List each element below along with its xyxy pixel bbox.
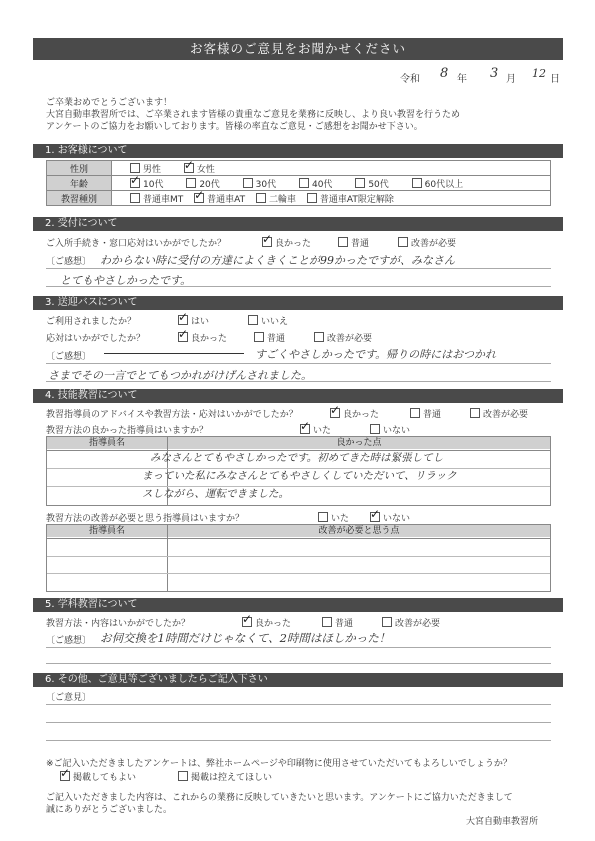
footer-line-2: 誠にありがとうございました。 [46, 805, 173, 815]
section-5-header: 5. 学科教習について [33, 598, 563, 612]
bus-comment-line-1[interactable]: すごくやさしかったです。帰りの時にはおつかれ [255, 348, 497, 361]
checkbox[interactable] [299, 178, 309, 188]
company-name: 大宮自動車教習所 [466, 817, 539, 827]
reception-comment-label: 〔ご感想〕 [46, 257, 92, 267]
checkbox-checked[interactable] [130, 178, 140, 188]
strikethrough-mark [104, 353, 244, 354]
checkbox[interactable] [307, 193, 317, 203]
academic-comment-line-1[interactable]: お伺交換を1時間だけじゃなくて、2時間はほしかった！ [100, 631, 391, 645]
course-label: 教習種別 [47, 191, 112, 206]
good-table-points-header: 良かった点 [168, 437, 550, 449]
date-era: 令和 [400, 74, 420, 85]
reception-normal-option[interactable]: 普通 [338, 236, 369, 249]
divider [46, 704, 551, 705]
checkbox[interactable] [355, 178, 365, 188]
section-3-header: 3. 送迎バスについて [33, 296, 563, 310]
checkbox[interactable] [410, 408, 420, 418]
checkbox[interactable] [314, 332, 324, 342]
bus-improve-option[interactable]: 改善が必要 [314, 331, 372, 344]
reception-question: ご入所手続き・窓口応対はいかがでしたか？ [46, 239, 227, 249]
divider [46, 363, 551, 364]
divider [46, 647, 551, 648]
checkbox[interactable] [398, 237, 408, 247]
improve-table-name-header: 指導員名 [47, 525, 167, 537]
divider [46, 381, 551, 382]
checkbox-checked[interactable] [262, 237, 272, 247]
bus-normal-option[interactable]: 普通 [254, 331, 285, 344]
checkbox[interactable] [470, 408, 480, 418]
divider [46, 286, 551, 287]
bus-comment-label: 〔ご感想〕 [46, 352, 92, 362]
divider [46, 663, 551, 664]
checkbox[interactable] [322, 617, 332, 627]
academic-improve-option[interactable]: 改善が必要 [382, 616, 440, 629]
customer-info-table [46, 160, 551, 206]
section-4-header: 4. 技能教習について [33, 389, 563, 403]
age-label: 年齢 [47, 176, 112, 191]
checkbox[interactable] [338, 237, 348, 247]
age-40s-option[interactable]: 40代 [299, 180, 332, 190]
checkbox[interactable] [186, 178, 196, 188]
checkbox-checked[interactable] [178, 332, 188, 342]
skill-improve-instructor-no[interactable]: ✓ いない [370, 511, 410, 524]
checkbox[interactable] [178, 771, 188, 781]
bus-good-option[interactable]: ✓ 良かった [178, 331, 227, 344]
skill-improve-option[interactable]: 改善が必要 [470, 407, 528, 420]
checkbox[interactable] [130, 163, 140, 173]
skill-improve-instructor-yes[interactable]: いた [318, 511, 349, 524]
divider [47, 486, 550, 487]
checkbox-checked[interactable] [60, 771, 70, 781]
divider [47, 573, 550, 574]
checkbox-checked[interactable] [194, 193, 204, 203]
reception-improve-option[interactable]: 改善が必要 [398, 236, 456, 249]
checkbox-checked[interactable] [300, 424, 310, 434]
gender-female-option[interactable]: ✓ 女性 [184, 165, 215, 175]
checkbox[interactable] [318, 512, 328, 522]
consent-question: ※ご記入いただきましたアンケートは、弊社ホームページや印刷物に使用させていただいてもよろしいでしょうか？ [46, 759, 512, 769]
reception-comment-line-2[interactable]: とてもやさしかったです。 [60, 274, 192, 287]
bus-usage-question: ご利用されましたか？ [46, 317, 137, 327]
intro-line-2: 大宮自動車教習所では、ご卒業されます皆様の貴重なご意見を業務に反映し、より良い教習を行うため [46, 110, 461, 120]
checkbox[interactable] [256, 193, 266, 203]
bus-yes-option[interactable]: ✓ はい [178, 314, 209, 327]
good-points-line-2[interactable]: まっていた私にみなさんとてもやさしくしていただいて、リラック [142, 470, 457, 482]
date-year-unit: 年 [457, 74, 467, 85]
academic-comment-label: 〔ご感想〕 [46, 636, 92, 646]
section-6-header: 6. その他、ご意見等ございましたらご記入下さい [33, 673, 563, 687]
intro-line-1: ご卒業おめでとうございます！ [46, 98, 173, 108]
course-mt-option[interactable]: 普通車MT [130, 195, 183, 205]
good-points-line-3[interactable]: スしながら、運転できました。 [142, 488, 289, 500]
page-title: お客様のご意見をお聞かせください [33, 38, 563, 60]
reception-comment-line-1[interactable]: わからない時に受付の方達によくきくことが99かったですが、みなさん [100, 254, 455, 267]
checkbox-checked[interactable] [184, 163, 194, 173]
checkbox-checked[interactable] [242, 617, 252, 627]
course-motorcycle-option[interactable]: 二輪車 [256, 195, 296, 205]
bus-service-question: 応対はいかがでしたか？ [46, 334, 146, 344]
age-60s-option[interactable]: 60代以上 [412, 180, 463, 190]
divider [47, 556, 550, 557]
skill-normal-option[interactable]: 普通 [410, 407, 441, 420]
checkbox[interactable] [370, 424, 380, 434]
skill-good-instructor-yes[interactable]: ✓ いた [300, 423, 331, 436]
divider [47, 538, 550, 539]
section-1-header: 1. お客様について [33, 144, 563, 158]
divider [46, 268, 551, 269]
age-20s-option[interactable]: 20代 [186, 180, 219, 190]
gender-label: 性別 [47, 161, 112, 176]
good-table-name-header: 指導員名 [47, 437, 167, 449]
divider [167, 525, 168, 591]
reception-good-option[interactable]: ✓ 良かった [262, 236, 311, 249]
academic-question: 教習方法・内容はいかがでしたか？ [46, 619, 191, 629]
checkbox[interactable] [412, 178, 422, 188]
checkbox-checked[interactable] [330, 408, 340, 418]
checkbox[interactable] [254, 332, 264, 342]
intro-line-3: アンケートのご協力をお願いしております。皆様の率直なご意見・ご感想をお聞かせ下さい。 [46, 122, 423, 132]
checkbox-checked[interactable] [178, 315, 188, 325]
age-50s-option[interactable]: 50代 [355, 180, 388, 190]
date-month[interactable]: 3 [490, 66, 499, 81]
bus-comment-line-2[interactable]: さまでその一言でとてもつかれがけげんされました。 [48, 369, 312, 382]
skill-improve-instructor-question: 教習方法の改善が必要と思う指導員はいますか？ [46, 514, 245, 524]
checkbox-checked[interactable] [370, 512, 380, 522]
date-year[interactable]: 8 [440, 66, 449, 81]
skill-advice-question: 教習指導員のアドバイスや教習方法・応対はいかがでしたか？ [46, 410, 298, 420]
course-at-removal-option[interactable]: 普通車AT限定解除 [307, 195, 394, 205]
checkbox[interactable] [130, 193, 140, 203]
gender-male-option[interactable]: 男性 [130, 165, 161, 175]
checkbox[interactable] [382, 617, 392, 627]
checkbox[interactable] [243, 178, 253, 188]
good-points-line-1[interactable]: みなさんとてもやさしかったです。初めてきた時は緊張してし [150, 452, 444, 464]
academic-good-option[interactable]: ✓ 良かった [242, 616, 291, 629]
age-10s-option[interactable]: ✓ 10代 [130, 180, 163, 190]
other-comment-label: 〔ご意見〕 [46, 693, 92, 703]
date-day-unit: 日 [550, 74, 560, 85]
divider [46, 722, 551, 723]
age-30s-option[interactable]: 30代 [243, 180, 276, 190]
course-at-option[interactable]: ✓ 普通車AT [194, 195, 245, 205]
footer-line-1: ご記入いただきました内容は、これからの業務に反映していきたいと思います。アンケートにご協力いただきまして [46, 793, 513, 803]
improve-instructor-table [46, 524, 551, 592]
skill-good-instructor-question: 教習方法の良かった指導員はいますか？ [46, 426, 209, 436]
improve-table-points-header: 改善が必要と思う点 [168, 525, 550, 537]
date-day[interactable]: 12 [532, 67, 546, 80]
consent-allow-option[interactable]: ✓掲載してもよい [60, 770, 136, 783]
consent-decline-option[interactable]: 掲載は控えてほしい [178, 770, 272, 783]
divider [46, 740, 551, 741]
skill-good-option[interactable]: ✓ 良かった [330, 407, 379, 420]
date-month-unit: 月 [506, 74, 516, 85]
section-2-header: 2. 受付について [33, 217, 563, 231]
skill-good-instructor-no[interactable]: いない [370, 423, 410, 436]
academic-normal-option[interactable]: 普通 [322, 616, 353, 629]
bus-no-option[interactable]: いいえ [248, 314, 288, 327]
checkbox[interactable] [248, 315, 258, 325]
